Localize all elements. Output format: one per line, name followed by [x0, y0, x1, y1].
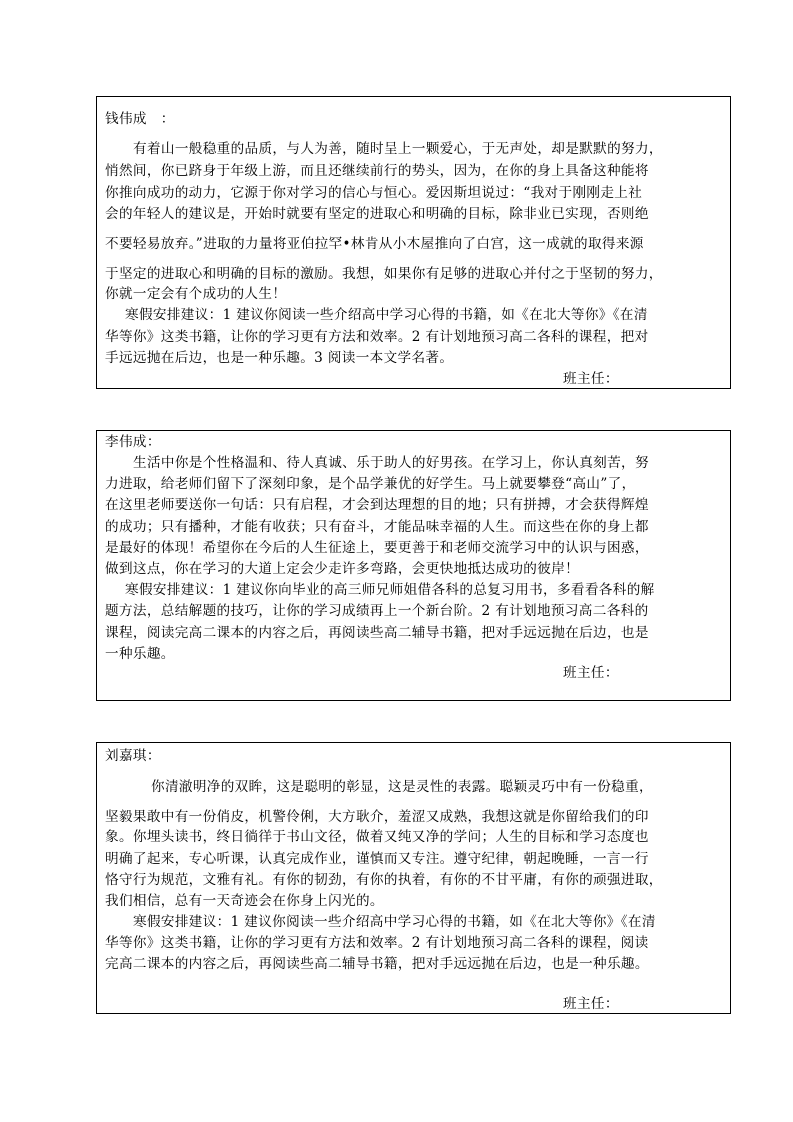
holiday-advice-line: 题方法，总结解题的技巧，让你的学习成绩再上一个新台阶。2 有计划地预习高二各科的 — [105, 603, 649, 619]
holiday-advice-line: 华等你》这类书籍，让你的学习更有方法和效率。2 有计划地预习高二各科的课程，阅读 — [105, 935, 649, 951]
comment-line: 我们相信，总有一天奇迹会在你身上闪光的。 — [105, 893, 384, 909]
comment-card-2 — [96, 430, 731, 701]
comment-line: 你推向成功的动力，它源于你对学习的信心与恒心。爱因斯坦说过：“我对于刚刚走上社 — [105, 185, 643, 201]
holiday-advice-line: 华等你》这类书籍，让你的学习更有方法和效率。2 有计划地预习高二各科的课程，把对 — [105, 329, 649, 345]
holiday-advice-line: 寒假安排建议：1 建议你阅读一些介绍高中学习心得的书籍，如《在北大等你》《在清 — [125, 307, 648, 323]
comment-line: 明确了起来，专心听课，认真完成作业，谨慎而又专注。遵守纪律，朝起晚睡，一言一行 — [105, 851, 649, 867]
student-name: 钱伟成 ： — [105, 111, 175, 127]
comment-line: 不要轻易放弃。”进取的力量将亚伯拉罕•林肯从小木屋推向了白宫，这一成就的取得来源 — [105, 236, 644, 252]
comment-line: 在这里老师要送你一句话：只有启程，才会到达理想的目的地；只有拼搏，才会获得辉煌 — [105, 497, 649, 513]
teacher-signature: 班主任： — [563, 996, 619, 1012]
comment-line: 坚毅果敢中有一份俏皮，机警伶俐，大方耿介，羞涩又成熟，我想这就是你留给我们的印 — [105, 809, 649, 825]
holiday-advice-line: 一种乐趣。 — [105, 646, 175, 662]
holiday-advice-line: 手远远抛在后边，也是一种乐趣。3 阅读一本文学名著。 — [105, 350, 454, 366]
comment-line: 恪守行为规范，文雅有礼。有你的韧劲，有你的执着，有你的不甘平庸，有你的顽强进取， — [105, 872, 663, 888]
comment-line: 的成功；只有播种，才能有收获；只有奋斗，才能品味幸福的人生。而这些在你的身上都 — [105, 519, 649, 535]
comment-line: 做到这点，你在学习的大道上定会少走许多弯路，会更快地抵达成功的彼岸！ — [105, 561, 580, 577]
comment-line: 力进取，给老师们留下了深刻印象，是个品学兼优的好学生。马上就要攀登“高山”了， — [105, 476, 636, 492]
comment-card-1 — [96, 96, 731, 389]
teacher-signature: 班主任： — [563, 371, 619, 387]
student-name: 刘嘉琪： — [105, 748, 161, 764]
comment-line: 于坚定的进取心和明确的目标的激励。我想，如果你有足够的进取心并付之于坚韧的努力， — [105, 266, 663, 282]
comment-line: 生活中你是个性格温和、待人真诚、乐于助人的好男孩。在学习上，你认真刻苦，努 — [133, 455, 649, 471]
comment-line: 有着山一般稳重的品质，与人为善，随时呈上一颗爱心，于无声处，却是默默的努力， — [133, 141, 663, 157]
holiday-advice-line: 寒假安排建议：1 建议你向毕业的高三师兄师姐借各科的总复习用书，多看看各科的解 — [125, 582, 655, 598]
comment-line: 象。你埋头读书，终日徜徉于书山文径，做着又纯又净的学问；人生的目标和学习态度也 — [105, 829, 649, 845]
comment-line: 你就一定会有个成功的人生！ — [105, 286, 287, 302]
teacher-signature: 班主任： — [563, 665, 619, 681]
comment-line: 会的年轻人的建议是，开始时就要有坚定的进取心和明确的目标，除非业已实现，否则绝 — [105, 206, 649, 222]
comment-line: 是最好的体现！希望你在今后的人生征途上，要更善于和老师交流学习中的认识与困惑， — [105, 540, 649, 556]
comment-line: 悄然间，你已跻身于年级上游，而且还继续前行的势头，因为，在你的身上具备这种能将 — [105, 163, 649, 179]
holiday-advice-line: 完高二课本的内容之后，再阅读些高二辅导书籍，把对手远远抛在后边，也是一种乐趣。 — [105, 956, 649, 972]
comment-line: 你清澈明净的双眸，这是聪明的彰显，这是灵性的表露。聪颖灵巧中有一份稳重， — [151, 779, 653, 795]
holiday-advice-line: 寒假安排建议：1 建议你阅读一些介绍高中学习心得的书籍，如《在北大等你》《在清 — [133, 914, 656, 930]
student-name: 李伟成： — [105, 434, 161, 450]
comment-card-3 — [96, 742, 731, 1014]
holiday-advice-line: 课程，阅读完高二课本的内容之后，再阅读些高二辅导书籍，把对手远远抛在后边，也是 — [105, 625, 649, 641]
